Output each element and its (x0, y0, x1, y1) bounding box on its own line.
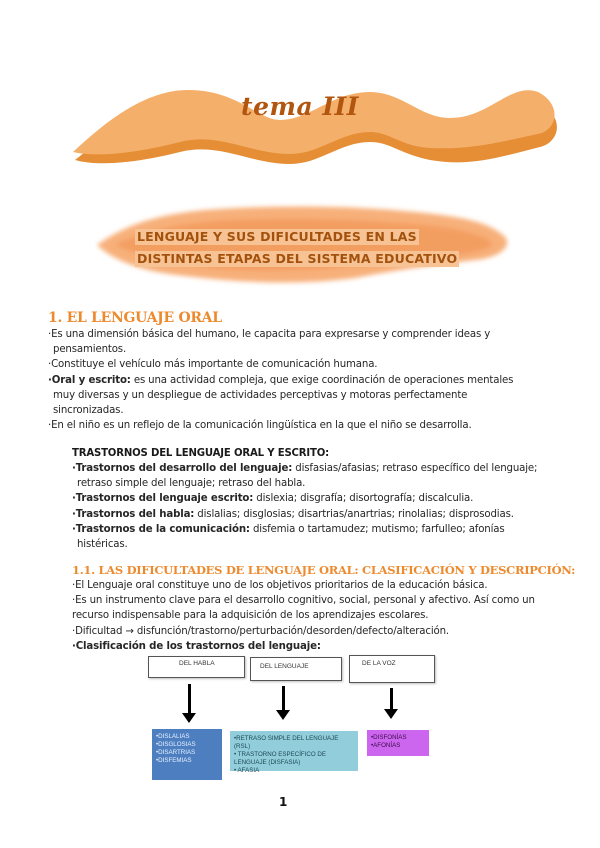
disorders-heading: TRASTORNOS DEL LENGUAJE ORAL Y ESCRITO: (72, 446, 329, 459)
lenguaje-items-box: •RETRASO SIMPLE DEL LENGUAJE (RSL) • TRASTORNO ESPECÍFICO DE LENGUAJE (DISFASIA) • AFASIA (230, 731, 358, 771)
chapter-title: tema III (241, 92, 359, 121)
subtitle-splash-shape (95, 200, 515, 290)
section-heading-lenguaje-oral: 1. EL LENGUAJE ORAL (48, 310, 222, 326)
arrow-down-icon (282, 686, 285, 711)
section-heading-dificultades: 1.1. LAS DIFICULTADES DE LENGUAJE ORAL: CLASIFICACIÓN Y DESCRIPCIÓN: (72, 563, 576, 577)
section1-body: ·Es una dimensión básica del humano, le capacita para expresarse y comprender ideas y pensamientos. ·Constituye el vehículo más importante de comunicación humana. ·Oral y escrito: es una actividad compleja, que exige coordinación de operaciones mentales muy diversas y un despliegue de actividades perceptivas y motoras perfectamente sincronizadas. ·En el niño es un reflejo de la comunicación lingüística en la que el niño se desarrolla. (48, 329, 514, 432)
diagram-box-lenguaje: DEL LENGUAJE (250, 657, 342, 681)
diagram-box-habla: DEL HABLA (148, 656, 245, 678)
diagram-box-voz: DE LA VOZ (349, 655, 435, 683)
voz-items-box: •DISFONÍAS •AFONÍAS (367, 730, 429, 756)
page-number: 1 (279, 795, 288, 809)
bullet-3-bold: ·Oral y escrito: (48, 374, 131, 386)
subtitle-line-2: DISTINTAS ETAPAS DEL SISTEMA EDUCATIVO (137, 251, 458, 266)
section11-body: ·El Lenguaje oral constituye uno de los objetivos prioritarios de la educación básica. ·Es un instrumento clave para el desarrollo cognitivo, social, personal y afectivo. Así como un recurso indispensable para la adquisición de los aprendizajes escolares. ·Dificultad → disfunción/trastorno/perturbación/desorden/defecto/alteración. ·Clasificación de los trastornos del lenguaje: (72, 580, 535, 652)
disorders-list: ·Trastornos del desarrollo del lenguaje: disfasias/afasias; retraso específico del lenguaje; retraso simple del lenguaje; retraso del habla. ·Trastornos del lenguaje escrito: dislexia; disgrafía; disortografía; discalculia. ·Trastornos del habla: dislalias; disglosias; disartrias/anartrias; rinolalias; disprosodias. ·Trastornos de la comunicación: disfemia o tartamudez; mutismo; farfulleo; afonías histéricas. (72, 463, 538, 551)
arrow-down-icon (390, 688, 393, 710)
arrow-down-icon (188, 684, 191, 714)
bullet-4: ·En el niño es un reflejo de la comunicación lingüística en la que el niño se desarrolla. (48, 420, 472, 432)
habla-items-box: •DISLALIAS •DISGLOSIAS •DISARTRIAS •DISFEMIAS (152, 729, 222, 780)
subtitle-line-1: LENGUAJE Y SUS DIFICULTADES EN LAS (137, 229, 417, 244)
bullet-2: ·Constituye el vehículo más importante de comunicación humana. (48, 359, 378, 371)
bullet-1: ·Es una dimensión básica del humano, le capacita para expresarse y comprender ideas y (48, 329, 491, 340)
